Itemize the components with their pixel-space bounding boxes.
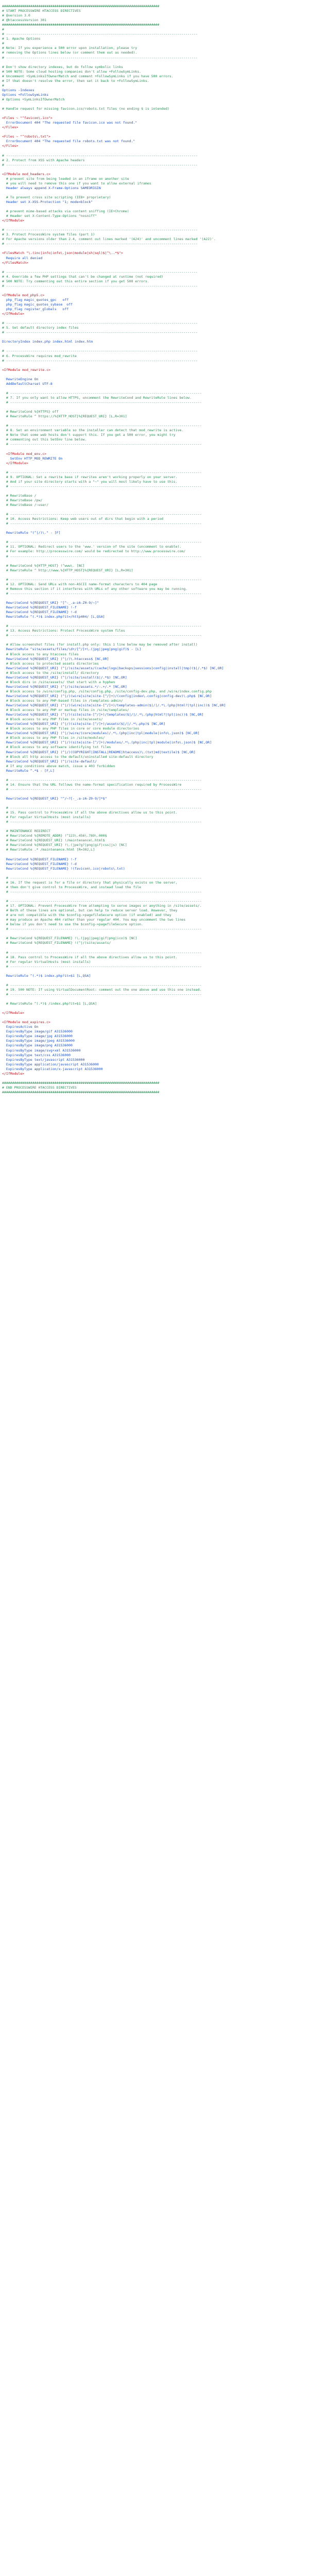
code-line: # — [2, 41, 4, 46]
code-line: RewriteCond %{REQUEST_URI} (^|/)(site|site-[^/]+)/modules/.*\.(php|inc|tpl|module|info\.json)$ [NC,OR] — [2, 740, 212, 745]
code-line: ExpiresByType text/css A31536000 — [2, 1053, 71, 1057]
code-line: # 3. Protect ProcessWire system files (part 1) — [2, 232, 95, 237]
code-line: # 4. Override a few PHP settings that can't be changed at runtime (not required) — [2, 274, 164, 279]
code-line: Header always append X-Frame-Options SAMEORIGIN — [2, 185, 101, 190]
code-line: Require all denied — [2, 256, 43, 260]
code-line: # 16. If the request is for a file or directory that physically exists on the server, — [2, 880, 178, 885]
code-line: # Block access to any software identifying txt files — [2, 745, 111, 750]
code-line — [2, 526, 309, 531]
code-line: # Block access to the /site/install/ directory — [2, 670, 99, 675]
code-line: # 18. Pass control to ProcessWire if all the above directives allow us to this point. — [2, 955, 178, 959]
code-line: # Note that some web hosts don't support this. If you get a 500 error, you might try — [2, 433, 176, 437]
code-line: RewriteRule ^.*$ - [F,L] — [2, 768, 55, 773]
code-line: # ----------------------------------------------------------------------------------------------- — [2, 820, 202, 824]
code-line: php_flag magic_quotes_sybase off — [2, 302, 73, 307]
code-line: ErrorDocument 404 "The requested file robots.txt was not found." — [2, 139, 135, 144]
code-line: # commenting out this SetEnv line below. — [2, 437, 87, 442]
code-line: # Uncomment +SymLinksIfOwnerMatch and comment +FollowSymLinks if you have 500 errors. — [2, 74, 174, 78]
code-line: # ----------------------------------------------------------------------------------------------- — [2, 400, 202, 404]
code-line: # To prevent cross site scripting (IE8+ proprietary) — [2, 195, 111, 199]
code-line — [2, 363, 309, 368]
code-line — [2, 386, 309, 391]
code-line: # Block access to /wire/config.php, /site/config.php, /site/config-dev.php, and /wire/index.config.php — [2, 689, 212, 693]
code-line: RewriteCond %{REQUEST_URI} (^|/)(wire|site|site-[^/]+)/(config|index\.config|config-dev)\.php$ [NC,OR] — [2, 693, 212, 698]
code-line — [2, 824, 309, 829]
code-line: RewriteCond %{REQUEST_URI} (^|/)site-default/ — [2, 759, 97, 764]
code-line: # 2. Protect from XSS with Apache headers — [2, 158, 85, 162]
code-line: # Block access to any PHP-based files in /templates-admin/ — [2, 698, 123, 703]
code-line: RewriteRule ^(.*)$ index.php?it=$1 [L,QSA] — [2, 973, 91, 978]
code-line: # — [2, 83, 4, 88]
code-line: # RewriteBase / — [2, 493, 37, 498]
code-line: ExpiresByType image/png A31536000 — [2, 1043, 73, 1048]
code-line: # Block access to any htaccess files — [2, 652, 79, 656]
code-line — [2, 945, 309, 950]
code-line: # Handle request for missing favicon.ico/robots.txt files (no ending $ is intended) — [2, 107, 169, 111]
code-line — [2, 801, 309, 806]
code-line — [2, 419, 309, 423]
code-line: </IfModule> — [2, 312, 25, 316]
code-line: Options +FollowSymLinks — [2, 92, 49, 97]
code-line: # 13. Access Restrictions: Protect ProcessWire system files — [2, 629, 125, 633]
code-line — [2, 931, 309, 936]
code-line: ############################################################################## — [2, 1090, 160, 1094]
code-line: # RewriteRule ^ http://www.%{HTTP_HOST}%{REQUEST_URI} [L,R=301] — [2, 568, 133, 572]
code-line — [2, 773, 309, 778]
code-line: </IfModule> — [2, 461, 28, 465]
code-line: # 19. 500 NOTE: If using VirtualDocumentRoot: comment out the one above and use this one instead. — [2, 987, 202, 992]
code-line — [2, 111, 309, 116]
code-line: # Block access to any PHP files in /site/modules/ — [2, 736, 105, 740]
code-line: RewriteCond %{REQUEST_URI} (^|/)wire/(core|modules)/.*\.(php|inc|tpl|module|info\.json)$ [NC,OR] — [2, 731, 200, 736]
code-line: php_flag register_globals off — [2, 307, 69, 312]
code-line: # 7. If you only want to allow HTTPS, uncomment the RewriteCond and RewriteRule lines below. — [2, 395, 192, 400]
code-line: ErrorDocument 404 "The requested file favicon.ico was not found." — [2, 121, 138, 125]
code-line: Header set X-XSS-Protection "1; mode=block" — [2, 199, 93, 204]
code-line — [2, 559, 309, 564]
code-line: <Files ~ "^favicon\.ico"> — [2, 116, 53, 121]
code-line — [2, 1006, 309, 1011]
code-line: # For regular VirtualHosts (most installs) — [2, 959, 91, 964]
code-line: DirectoryIndex index.php index.html index.htm — [2, 340, 93, 344]
code-line: # ----------------------------------------------------------------------------------------------- — [2, 554, 202, 558]
code-line: # may produce an Apache 404 rather than your regular 404. You may uncomment the two lines — [2, 918, 186, 922]
code-line: # RewriteBase /~user/ — [2, 503, 49, 507]
code-line: # then don't give control to ProcessWire, and instead load the file — [2, 885, 142, 889]
code-line: RewriteCond %{REQUEST_URI} (^|/)(site|site-[^/]+)/templates($|/|/.*\.(php|html?|tpl|inc))$ [NC,OR] — [2, 713, 204, 717]
code-line — [2, 507, 309, 512]
code-line: # START PROCESSWIRE HTACCESS DIRECTIVES — [2, 9, 81, 13]
code-line: RewriteCond %{REQUEST_URI} "[^-_.a-zA-Z0-9/~]" — [2, 601, 99, 605]
code-line: RewriteCond %{REQUEST_FILENAME} !-d — [2, 861, 77, 866]
code-line: # 9. OPTIONAL: Set a rewrite base if rewrites aren't working properly on your server. — [2, 474, 178, 479]
code-line — [2, 191, 309, 195]
code-line: # Block access to any PHP files in core or core module directories — [2, 726, 140, 731]
code-line: # ----------------------------------------------------------------------------------------------- — [2, 228, 198, 232]
code-line — [2, 596, 309, 601]
code-line: # ----------------------------------------------------------------------------------------------- — [2, 889, 202, 894]
code-line: RewriteRule "(^|/)\." - [F] — [2, 531, 61, 535]
code-line: <IfModule mod_php5.c> — [2, 293, 45, 297]
code-line: ExpiresByType image/jpeg A31536000 — [2, 1039, 75, 1043]
code-line — [2, 978, 309, 983]
code-line — [2, 130, 309, 134]
code-line: ExpiresByType image/svg+xml A31536000 — [2, 1048, 81, 1053]
code-line: RewriteCond %{REQUEST_URI} "^/~?[-_.a-zA-Z0-9/]*$" — [2, 796, 107, 801]
code-line: # @version 3.0 — [2, 13, 30, 18]
code-line: RewriteEngine On — [2, 377, 39, 381]
code-line: # ----------------------------------------------------------------------------------------------- — [2, 470, 202, 474]
code-line: # prevent mime-based attacks via content sniffing (IE+Chrome) — [2, 209, 129, 214]
code-line: # Note: If you experience a 500 error upon installation, please try — [2, 46, 138, 50]
code-line — [2, 997, 309, 1002]
code-line — [2, 792, 309, 796]
code-line: # ----------------------------------------------------------------------------------------------- — [2, 964, 202, 969]
code-line: # 12. OPTIONAL: Send URLs with non-ASCII name-format characters to 404 page — [2, 582, 158, 586]
code-line: RewriteCond %{REQUEST_URI} (^|/)\.htaccess$ [NC,OR] — [2, 656, 109, 661]
code-line: RewriteCond %{REQUEST_FILENAME} !-f — [2, 857, 77, 861]
code-line: # RewriteCond %{REQUEST_FILENAME} !(^|/)site/assets/ — [2, 941, 111, 945]
code-line: <FilesMatch "\.(inc|info|info\.json|module|sh|sql)$|^\..*$"> — [2, 251, 123, 256]
code-line: # Don't show directory indexes, but do follow symbolic links — [2, 64, 123, 69]
code-line: # RewriteCond %{REQUEST_URI} !\.(jpe?g?|png|gif|css|js) [NC] — [2, 843, 127, 848]
code-line: # If that doesn't resolve the error, then set it back to +FollowSymLinks. — [2, 78, 149, 83]
code-line — [2, 405, 309, 410]
code-line: # ----------------------------------------------------------------------------------------------- — [2, 55, 198, 60]
code-line: # — [2, 27, 4, 32]
code-line: RewriteCond %{REQUEST_URI} (^|/)(COPYRIGHT|INSTALL|README|htaccess)\.(txt|md|textile)$ [NC,OR] — [2, 750, 196, 754]
code-line: # RewriteCond %{HTTPS} off — [2, 410, 59, 414]
code-line: RewriteRule ^(.*)$ index.php?it=/http404/ [L,QSA] — [2, 615, 105, 619]
code-line: # Allow screenshot files (for install.php only: this 1 line below may be removed after install) — [2, 642, 198, 647]
code-line: ExpiresByType text/javascript A31536000 — [2, 1057, 85, 1062]
code-line — [2, 205, 309, 209]
code-line: # 6. ProcessWire requires mod_rewrite — [2, 353, 77, 358]
code-line: # Both of these lines are optional, but can help to reduce server load. However, they — [2, 908, 178, 913]
code-line: RewriteCond %{REQUEST_FILENAME} !(favicon\.ico|robots\.txt) — [2, 866, 125, 871]
code-line: # ----------------------------------------------------------------------------------------------- — [2, 591, 202, 596]
code-line: ############################################################################## — [2, 4, 160, 8]
code-line: # ----------------------------------------------------------------------------------------------- — [2, 242, 198, 246]
code-line: </IfModule> — [2, 218, 25, 223]
code-line: # ----------------------------------------------------------------------------------------------- — [2, 269, 198, 274]
code-line — [2, 344, 309, 349]
code-line: AddDefaultCharset UTF-8 — [2, 381, 53, 386]
code-line: # 10. Access Restrictions: Keep web users out of dirs that begin with a period — [2, 517, 164, 521]
code-line — [2, 246, 309, 251]
code-line — [2, 60, 309, 65]
code-line: # ----------------------------------------------------------------------------------------------- — [2, 992, 202, 996]
code-line: # 15. Pass control to ProcessWire if all the above directives allow us to this point. — [2, 810, 178, 815]
code-line: # removing the Options lines below (or comment them out as needed). — [2, 50, 138, 55]
code-line: # ----------------------------------------------------------------------------------------------- — [2, 162, 198, 167]
code-line: # RewriteCond %{REQUEST_URI} !/maintenance\.html$ — [2, 838, 105, 843]
code-line — [2, 167, 309, 172]
code-line: ExpiresActive On — [2, 1025, 39, 1029]
code-line: # RewriteBase /pw/ — [2, 498, 43, 502]
code-line: SetEnv HTTP_MOD_REWRITE On — [2, 456, 63, 461]
code-line: # ----------------------------------------------------------------------------------------------- — [2, 512, 202, 517]
code-line: # RewriteRule .* /maintenance.html [R=302,L] — [2, 848, 95, 852]
code-line: RewriteCond %{REQUEST_URI} (^|/)(site|site-[^/]+)/assets($|/|/.*\.php)$ [NC,OR] — [2, 722, 165, 726]
code-line: RewriteCond %{REQUEST_URI} (^|/)site/install($|/.*$) [NC,OR] — [2, 675, 127, 680]
code-line: # ----------------------------------------------------------------------------------------------- — [2, 358, 198, 363]
code-line: # For regular VirtualHosts (most installs) — [2, 815, 91, 820]
code-line: # And if your site directory starts with a "~" you will most likely have to use this. — [2, 479, 178, 484]
code-line: </IfModule> — [2, 1011, 25, 1015]
code-line — [2, 535, 309, 540]
code-line — [2, 619, 309, 624]
code-line: # 5. Set default directory index files — [2, 326, 79, 330]
code-line — [2, 223, 309, 228]
code-line: # ----------------------------------------------------------------------------------------------- — [2, 540, 202, 545]
code-line: # For Apache versions older than 2.4, comment out lines marked '(A24)' and uncomment lines marked '(A22)'. — [2, 237, 216, 242]
code-line: # ----------------------------------------------------------------------------------------------- — [2, 633, 202, 638]
code-line: # 1. Apache Options — [2, 37, 41, 41]
code-line: <IfModule mod_env.c> — [2, 451, 47, 456]
code-line — [2, 969, 309, 974]
code-line: ExpiresByType image/jpg A31536000 — [2, 1034, 73, 1039]
code-line — [2, 871, 309, 876]
code-line: # ----------------------------------------------------------------------------------------------- — [2, 927, 202, 931]
code-line: RewriteCond %{REQUEST_FILENAME} !-f — [2, 605, 77, 610]
code-line: # RewriteCond %{HTTP_HOST} !^www\. [NC] — [2, 563, 85, 568]
code-line: # ----------------------------------------------------------------------------------------------- — [2, 321, 198, 326]
code-line: </FilesMatch> — [2, 260, 28, 265]
code-line — [2, 102, 309, 107]
code-line: RewriteCond %{REQUEST_URI} (^|/)site/assets/(cache|logs|backups|sessions|config|install|tmp)($|/.*$) [NC,OR] — [2, 666, 224, 670]
code-line: # 8. Set an environment variable so the installer can detect that mod_rewrite is active. — [2, 428, 184, 433]
code-line: # 11. OPTIONAL: Redirect users to the 'www.' version of the site (uncomment to enable). — [2, 545, 182, 549]
code-line: # are not compatible with the $config->pagefileSecure option (if enabled) and they — [2, 913, 171, 918]
code-line: Options -Indexes — [2, 88, 35, 92]
code-line: RewriteCond %{REQUEST_URI} (^|/)site/assets.*/-.+/.* [NC,OR] — [2, 684, 127, 689]
code-line — [2, 289, 309, 293]
code-line: # ----------------------------------------------------------------------------------------------- — [2, 349, 198, 353]
code-line: # @htaccessVersion 301 — [2, 18, 47, 23]
code-line: # MAINTENANCE REDIRECT — [2, 829, 50, 834]
code-line: # ----------------------------------------------------------------------------------------------- — [2, 899, 202, 903]
code-line: # Block access to protected assets directories — [2, 661, 99, 666]
code-line: # below if you don't need to use the $config->pagefileSecure option. — [2, 922, 143, 927]
code-line — [2, 335, 309, 340]
code-line — [2, 853, 309, 857]
code-line: # 14. Ensure that the URL follows the name-format specification required by ProcessWire — [2, 782, 182, 787]
code-line: # ----------------------------------------------------------------------------------------------- — [2, 875, 202, 880]
code-line: # If any conditions above match, issue a 403 forbidden — [2, 764, 115, 768]
code-line: # 17. OPTIONAL: Prevent ProcessWire from attempting to serve images or anything in /site/assets/. — [2, 904, 202, 908]
code-line: # Header set X-Content-Type-Options "nosniff" — [2, 214, 97, 218]
code-line: # For example: http://processwire.com/ would be redirected to http://www.processwire.com/ — [2, 549, 186, 554]
code-line: # you will need to remove this one if you want to allow external iframes — [2, 181, 151, 185]
code-line — [2, 894, 309, 899]
code-line: # Block all http access to the default/uninstalled site-default directory — [2, 754, 153, 759]
code-line: RewriteCond %{REQUEST_FILENAME} !-d — [2, 610, 77, 615]
code-line: # prevent site from being loaded in an iframe on another site — [2, 176, 129, 181]
code-line: # ----------------------------------------------------------------------------------------------- — [2, 950, 202, 955]
code-line: # ----------------------------------------------------------------------------------------------- — [2, 624, 202, 629]
code-line: </Files> — [2, 125, 19, 130]
code-line: ExpiresByType image/gif A31536000 — [2, 1029, 73, 1034]
code-line: php_flag magic_quotes_gpc off — [2, 297, 69, 302]
code-line: # ----------------------------------------------------------------------------------------------- — [2, 484, 202, 488]
code-line: # RewriteCond %{REMOTE_ADDR} !^123\.456\.789\.000$ — [2, 834, 107, 838]
code-line: # ----------------------------------------------------------------------------------------------- — [2, 521, 202, 526]
code-line: # RewriteCond %{REQUEST_FILENAME} !\.(jpg|jpeg|gif|png|ico)$ [NC] — [2, 936, 138, 941]
code-line: # ----------------------------------------------------------------------------------------------- — [2, 32, 198, 37]
code-line — [2, 447, 309, 451]
code-line — [2, 372, 309, 377]
code-line: # ----------------------------------------------------------------------------------------------- — [2, 283, 198, 288]
code-line: # ----------------------------------------------------------------------------------------------- — [2, 423, 202, 428]
code-line — [2, 573, 309, 578]
code-line: RewriteCond %{REQUEST_URI} (^|/)(wire|site|site-[^/]+)/templates-admin($|/|/.*\.(php|html?|tpl|inc))$ [NC,OR] — [2, 703, 226, 708]
code-line: # RewriteRule ^ https://%{HTTP_HOST}%{REQUEST_URI} [L,R=301] — [2, 414, 127, 419]
code-line: ############################################################################## — [2, 1080, 160, 1085]
code-line: # ----------------------------------------------------------------------------------------------- — [2, 442, 202, 447]
code-line: # Block access to any PHP or markup files in /site/templates/ — [2, 708, 129, 713]
code-line: # Remove this section if it interferes with URLs of any other software you may be running. — [2, 586, 188, 591]
code-line: # ----------------------------------------------------------------------------------------------- — [2, 330, 198, 335]
code-line: # ----------------------------------------------------------------------------------------------- — [2, 806, 202, 810]
code-line: RewriteRule ^site/assets/files/\d+/[^/]+\.(jpg|jpeg|png|gif)$ - [L] — [2, 647, 142, 652]
code-line — [2, 466, 309, 470]
code-line — [2, 148, 309, 153]
code-line — [2, 1076, 309, 1081]
code-line: <IfModule mod_rewrite.c> — [2, 367, 50, 372]
code-line: # ----------------------------------------------------------------------------------------------- — [2, 153, 198, 158]
code-line: ############################################################################## — [2, 23, 160, 27]
code-line: # ----------------------------------------------------------------------------------------------- — [2, 777, 202, 782]
code-line — [2, 316, 309, 321]
code-line: # ----------------------------------------------------------------------------------------------- — [2, 982, 202, 987]
code-line: # Options +SymLinksIfOwnerMatch — [2, 97, 65, 101]
code-line: ExpiresByType application/x-javascript A31536000 — [2, 1066, 103, 1071]
code-line — [2, 638, 309, 642]
code-line: # ----------------------------------------------------------------------------------------------- — [2, 577, 202, 582]
code-line: <Files ~ "^robots\.txt"> — [2, 134, 50, 139]
code-line: <IfModule mod_expires.c> — [2, 1020, 50, 1025]
code-line: # 500 NOTE: Some cloud hosting companies don't allow +FollowSymLinks. — [2, 69, 142, 74]
code-line: ExpiresByType application/javascript A31536000 — [2, 1062, 99, 1066]
code-line: </Files> — [2, 144, 19, 148]
code-line: </IfModule> — [2, 1071, 25, 1076]
code-line: # RewriteRule ^(.*)$ /index.php?it=$1 [L,QSA] — [2, 1002, 97, 1006]
code-line — [2, 265, 309, 270]
code-line: # Block access to any PHP files in /site/assets/ — [2, 717, 103, 722]
code-line: # Block dirs in /site/assets/ that start with a hyphen — [2, 680, 115, 684]
code-line: <IfModule mod_headers.c> — [2, 172, 50, 176]
code-line — [2, 489, 309, 494]
code-line: # ----------------------------------------------------------------------------------------------- — [2, 391, 202, 395]
code-line: # ----------------------------------------------------------------------------------------------- — [2, 787, 202, 791]
code-line — [2, 1015, 309, 1020]
code-line: # END PROCESSWIRE HTACCESS DIRECTIVES — [2, 1085, 77, 1090]
code-line: # 500 NOTE: Try commenting out this entire section if you get 500 errors. — [2, 279, 149, 283]
